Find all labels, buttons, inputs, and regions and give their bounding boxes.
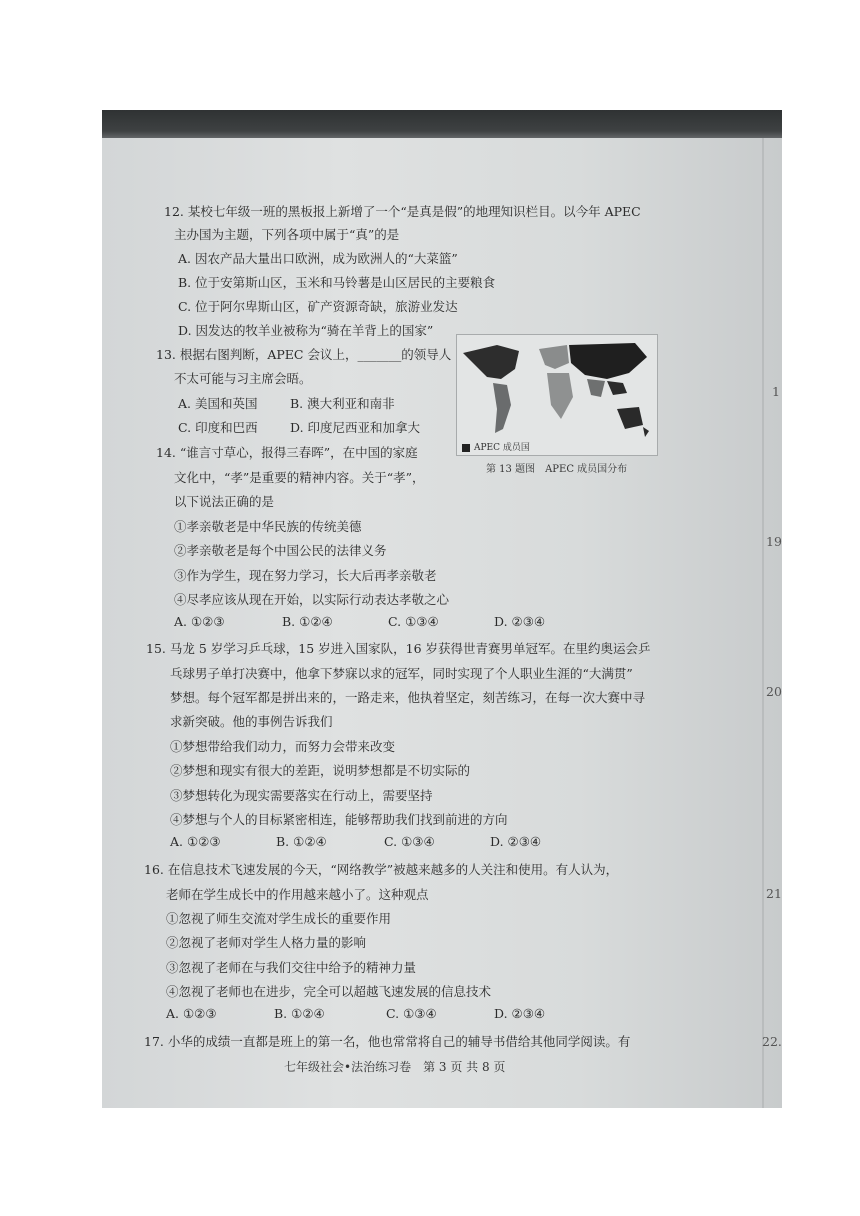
q15-item-3: ③梦想转化为现实需要落实在行动上，需要坚持	[170, 788, 433, 803]
page-footer: 七年级社会•法治练习卷 第 3 页 共 8 页	[284, 1060, 506, 1074]
q14-stem-line1: 14. “谁言寸草心，报得三春晖”，在中国的家庭	[156, 445, 418, 460]
q13-option-b: B. 澳大利亚和南非	[290, 396, 395, 411]
edge-number: 22.	[762, 1034, 782, 1049]
q16-stem-line1: 16. 在信息技术飞速发展的今天，“网络教学”被越来越多的人关注和使用。有人认为，	[144, 862, 619, 877]
photo-of-exam-page	[102, 110, 782, 1108]
q16-choice-d: D. ②③④	[494, 1006, 546, 1021]
q15-stem-line2: 乓球男子单打决赛中，他拿下梦寐以求的冠军，同时实现了个人职业生涯的“大满贯”	[170, 666, 633, 681]
q16-choice-a: A. ①②③	[166, 1006, 217, 1021]
apec-world-map	[456, 334, 658, 456]
q13-stem-line2: 不太可能与习主席会晤。	[174, 371, 312, 386]
q13-option-a: A. 美国和英国	[178, 396, 258, 411]
edge-number: 20	[766, 684, 782, 699]
q17-stem-line1: 17. 小华的成绩一直都是班上的第一名，他也常常将自己的辅导书借给其他同学阅读。有	[144, 1034, 631, 1049]
edge-number: 19	[766, 534, 782, 549]
edge-number: 21	[766, 886, 782, 901]
q15-choice-c: C. ①③④	[384, 834, 435, 849]
q13-option-d: D. 印度尼西亚和加拿大	[290, 420, 421, 435]
q14-item-3: ③作为学生，现在努力学习，长大后再孝亲敬老	[174, 568, 437, 583]
q16-item-4: ④忽视了老师也在进步，完全可以超越飞速发展的信息技术	[166, 984, 492, 999]
q15-stem-line3: 梦想。每个冠军都是拼出来的，一路走来，他执着坚定，刻苦练习，在每一次大赛中寻	[170, 690, 646, 705]
q13-option-c: C. 印度和巴西	[178, 420, 258, 435]
q14-choice-b: B. ①②④	[282, 614, 333, 629]
q16-choice-b: B. ①②④	[274, 1006, 325, 1021]
q16-item-2: ②忽视了老师对学生人格力量的影响	[166, 935, 367, 950]
q15-choice-b: B. ①②④	[276, 834, 327, 849]
q14-choice-d: D. ②③④	[494, 614, 546, 629]
q14-stem-line2: 文化中，“孝”是重要的精神内容。关于“孝”，	[174, 470, 425, 485]
q12-option-d: D. 因发达的牧羊业被称为“骑在羊背上的国家”	[178, 323, 434, 338]
q14-item-1: ①孝亲敬老是中华民族的传统美德	[174, 519, 362, 534]
q14-item-2: ②孝亲敬老是每个中国公民的法律义务	[174, 543, 387, 558]
q16-item-1: ①忽视了师生交流对学生成长的重要作用	[166, 911, 392, 926]
q12-option-a: A. 因农产品大量出口欧洲，成为欧洲人的“大菜篮”	[178, 251, 458, 266]
legend-swatch	[462, 444, 470, 452]
q14-item-4: ④尽孝应该从现在开始，以实际行动表达孝敬之心	[174, 592, 450, 607]
q15-stem-line4: 求新突破。他的事例告诉我们	[170, 714, 333, 729]
q14-choice-a: A. ①②③	[174, 614, 225, 629]
legend-label: APEC 成员国	[474, 443, 530, 453]
q13-stem-line1: 13. 根据右图判断，APEC 会议上，_______的领导人	[156, 347, 452, 362]
edge-number: 1	[772, 384, 780, 399]
q15-item-1: ①梦想带给我们动力，而努力会带来改变	[170, 739, 396, 754]
q12-option-c: C. 位于阿尔卑斯山区，矿产资源奇缺，旅游业发达	[178, 299, 458, 314]
world-map-graphic	[457, 335, 657, 455]
q12-option-b: B. 位于安第斯山区，玉米和马铃薯是山区居民的主要粮食	[178, 275, 496, 290]
map-caption: 第 13 题图 APEC 成员国分布	[486, 464, 628, 475]
q15-choice-d: D. ②③④	[490, 834, 542, 849]
q12-stem-line1: 12. 某校七年级一班的黑板报上新增了一个“是真是假”的地理知识栏目。以今年 APEC	[164, 204, 641, 219]
map-legend	[462, 440, 530, 453]
q15-stem-line1: 15. 马龙 5 岁学习乒乓球，15 岁进入国家队，16 岁获得世青赛男单冠军。在里约奥运会乒	[146, 641, 651, 656]
q14-stem-line3: 以下说法正确的是	[174, 494, 275, 509]
dark-top-band	[102, 110, 782, 140]
q16-stem-line2: 老师在学生成长中的作用越来越小了。这种观点	[166, 887, 429, 902]
q15-choice-a: A. ①②③	[170, 834, 221, 849]
q15-item-2: ②梦想和现实有很大的差距，说明梦想都是不切实际的	[170, 763, 471, 778]
q12-stem-line2: 主办国为主题，下列各项中属于“真”的是	[174, 227, 400, 242]
page-fold	[762, 138, 764, 1108]
q16-item-3: ③忽视了老师在与我们交往中给予的精神力量	[166, 960, 417, 975]
q16-choice-c: C. ①③④	[386, 1006, 437, 1021]
q15-item-4: ④梦想与个人的目标紧密相连，能够帮助我们找到前进的方向	[170, 812, 508, 827]
q14-choice-c: C. ①③④	[388, 614, 439, 629]
